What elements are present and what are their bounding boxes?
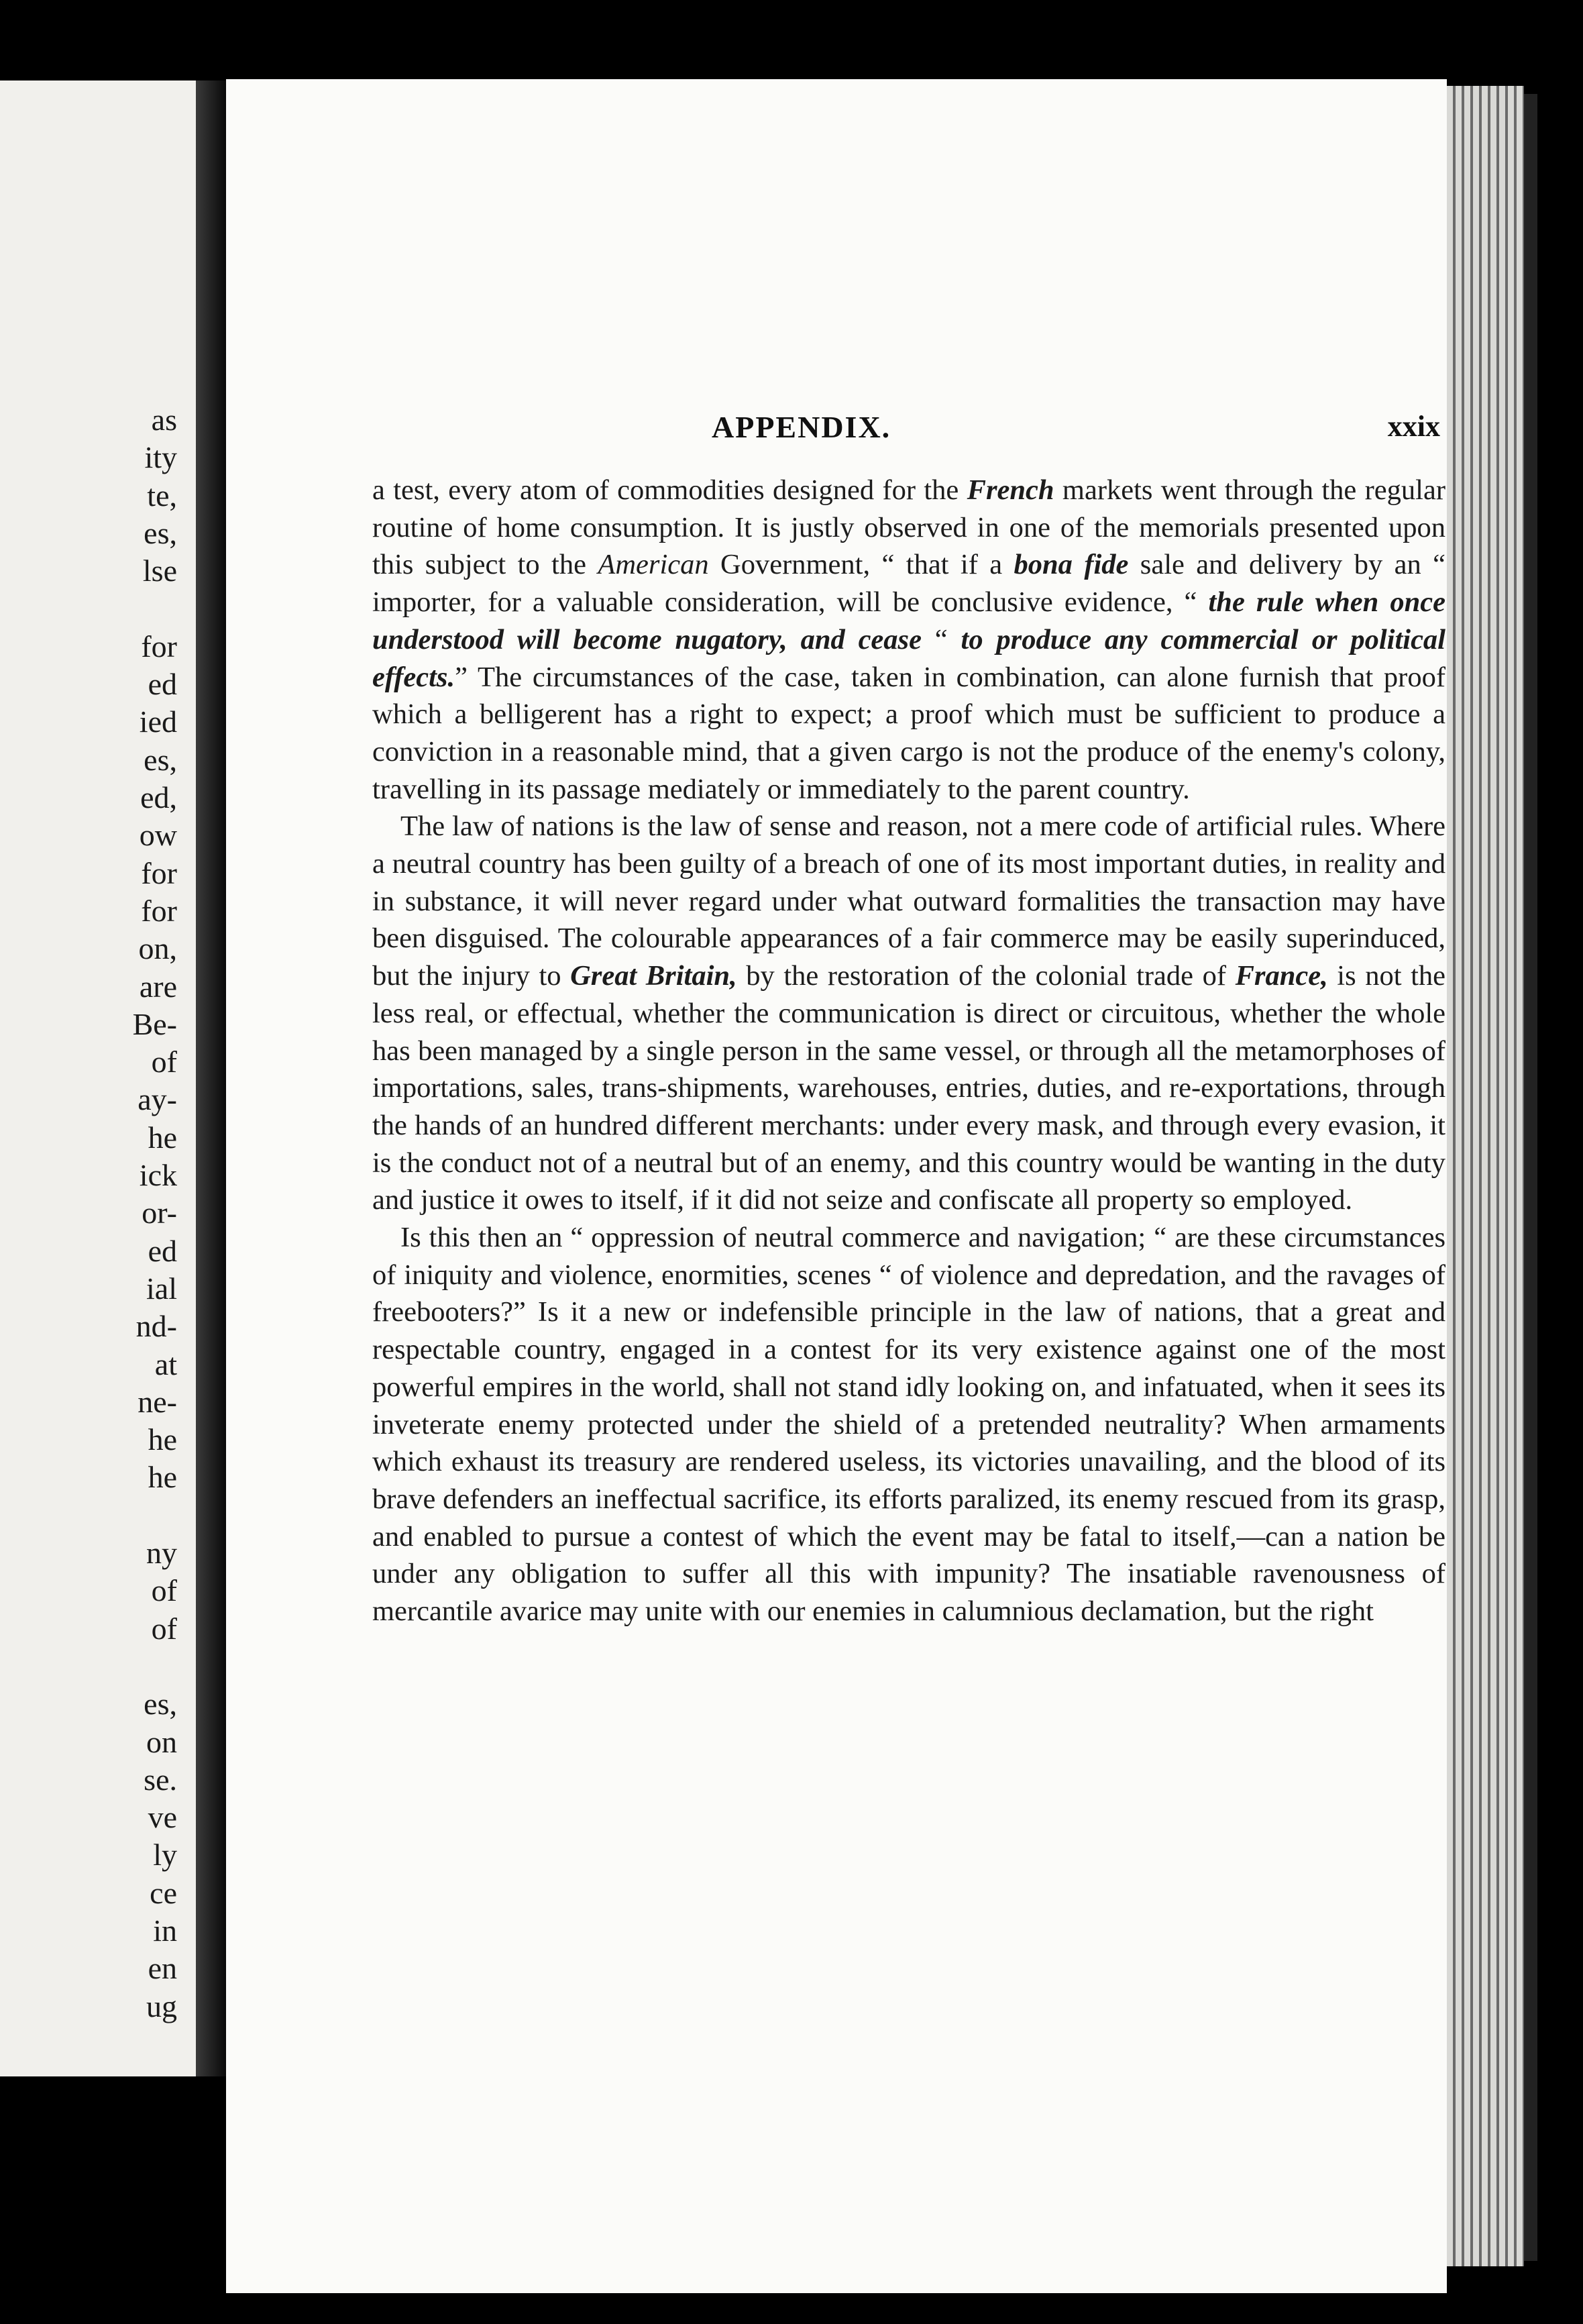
left-page-fragment: se. bbox=[144, 1762, 177, 1797]
page-edges-shadow bbox=[1524, 94, 1537, 2261]
page-number: xxix bbox=[1387, 410, 1440, 443]
paragraph-2: The law of nations is the law of sense and reason, not a mere code of artificial rules. Where a neutral country has been guilty of a breach of one of its most important duties, in reality and in substance, it will never regard under what outward formalities the transaction may have been disguised. The colourable appearances of a fair commerce may be easily superinduced, but the injury to Great Britain, by the restoration of the colonial trade of France, is not the less real, or effectual, whether the communication is direct or circuitous, whether the whole has been managed by a single person in the same vessel, or through all the metamorphoses of importations, sales, trans-shipments, warehouses, entries, duties, and re-exportations, through the hands of an hundred different merchants: under every mask, and through every evasion, it is the conduct not of a neutral but of an enemy, and this country would be wanting in the duty and justice it owes to itself, if it did not seize and confiscate all property so employed. bbox=[372, 810, 1446, 1216]
left-page-fragment: for bbox=[141, 855, 177, 890]
left-page-fragment: ed bbox=[148, 667, 177, 702]
left-page-fragment: ed, bbox=[140, 780, 177, 814]
main-page bbox=[226, 79, 1447, 2293]
page-edges bbox=[1447, 86, 1524, 2266]
left-page-fragment: te, bbox=[147, 478, 177, 513]
left-page-fragment: en bbox=[148, 1951, 177, 1986]
left-page-fragment: lse bbox=[142, 553, 177, 588]
left-page-fragment: ce bbox=[150, 1875, 177, 1910]
running-head bbox=[226, 409, 1447, 456]
left-page-fragment: ve bbox=[148, 1800, 177, 1835]
left-page-fragment: ied bbox=[139, 704, 177, 739]
left-page-fragment: at bbox=[154, 1346, 177, 1381]
left-page-fragment: as bbox=[151, 403, 177, 437]
left-page-fragment: nd- bbox=[135, 1309, 177, 1344]
left-page-fragment: he bbox=[148, 1422, 177, 1457]
left-page-fragment: he bbox=[148, 1460, 177, 1495]
left-page-fragment: he bbox=[148, 1120, 177, 1155]
running-head-title: APPENDIX. bbox=[712, 410, 891, 444]
book-gutter bbox=[196, 81, 226, 2076]
left-page-fragment: ly bbox=[153, 1838, 177, 1872]
left-page-fragment: on, bbox=[138, 931, 177, 966]
left-page-fragment: in bbox=[153, 1913, 177, 1948]
left-page-fragment: ed bbox=[148, 1233, 177, 1268]
left-page-fragment: on bbox=[146, 1724, 177, 1759]
left-page-fragment: of bbox=[151, 1611, 177, 1646]
body-text bbox=[372, 472, 1445, 1630]
left-page-fragment: for bbox=[141, 629, 177, 664]
paragraph-3: Is this then an “ oppression of neutral commerce and navigation; “ are these circumstances of iniquity and violence, enormities, scenes “ of violence and depredation, and the ravages of freebooters?” Is it a new or indefensible principle in the law of nations, that a great and respectable country, engaged in a contest for its very existence against one of the most powerful empires in the world, shall not stand idly looking on, and infatuated, when it sees its inveterate enemy protected under the shield of a pretended neutrality? When armaments which exhaust its treasury are rendered useless, its victories unavailing, and the blood of its brave defenders an ineffectual sacrifice, its efforts paralized, its enemy rescued from its grasp, and enabled to pursue a contest of which the event may be fatal to itself,—can a nation be under any obligation to suffer all this with impunity? The insatiable ravenousness of mercantile avarice may unite with our enemies in calumnious declamation, but the right bbox=[372, 1222, 1445, 1628]
left-page-fragment: Be- bbox=[132, 1006, 177, 1041]
left-page-fragment: es, bbox=[144, 515, 177, 550]
left-page-fragment: es, bbox=[144, 1687, 177, 1722]
left-page-fragment: ay- bbox=[138, 1082, 177, 1117]
left-page-fragment: ick bbox=[139, 1158, 177, 1192]
left-page-fragment: ne- bbox=[138, 1384, 177, 1419]
left-page-fragment: ny bbox=[146, 1536, 177, 1570]
left-page-fragment: ug bbox=[146, 1989, 177, 2023]
left-page-fragment: es, bbox=[144, 742, 177, 777]
left-page-fragment: are bbox=[139, 969, 177, 1004]
left-page-fragment: of bbox=[151, 1573, 177, 1608]
left-page-fragment: for bbox=[141, 893, 177, 928]
paragraph-1: a test, every atom of commodities designed for the French markets went through the regular routine of home consumption. It is justly observed in one of the memorials presented upon this subject to the American Government, “ that if a bona fide sale and delivery by an “ importer, for a valuable consideration, will be conclusive evidence, “ the rule when once understood will become nugatory, and cease “ to produce any commercial or political effects.” The circumstances of the case, taken in combination, can alone furnish that proof which a belligerent has a right to expect; a proof which must be sufficient to produce a conviction in a reasonable mind, that a given cargo is not the produce of the enemy's colony, travelling in its passage mediately or immediately to the parent country. bbox=[372, 474, 1445, 805]
left-page-fragment: ial bbox=[146, 1271, 177, 1306]
left-page-fragment: of bbox=[151, 1045, 177, 1079]
left-page-fragment: or- bbox=[142, 1196, 177, 1230]
left-page-fragment: ow bbox=[139, 818, 177, 853]
left-facing-page bbox=[0, 81, 196, 2076]
left-page-fragment: ity bbox=[144, 440, 177, 475]
